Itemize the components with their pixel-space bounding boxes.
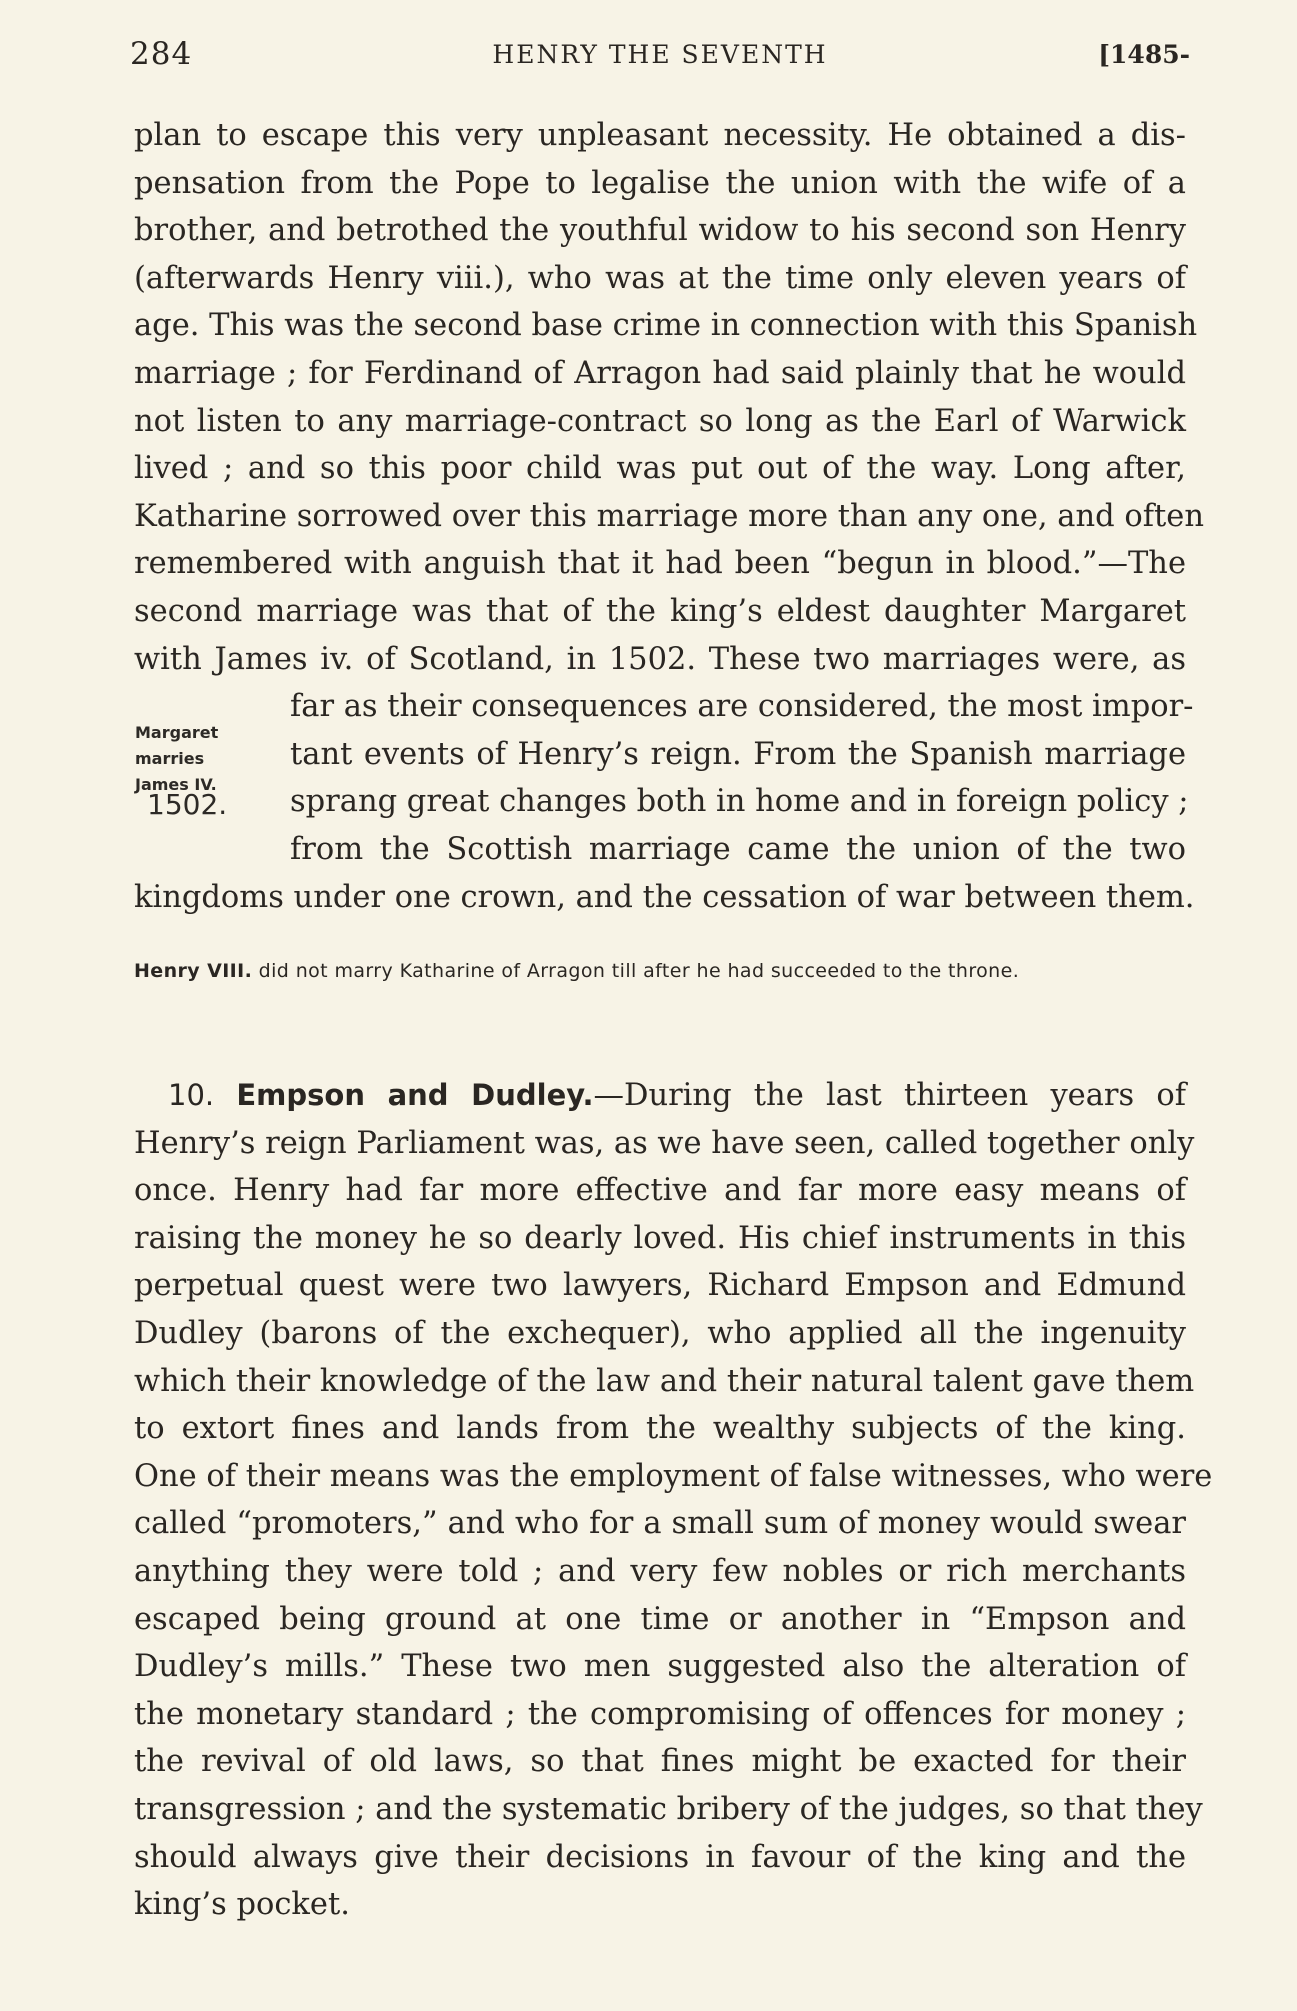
text-line: plan to escape this very unpleasant necessity. He obtained a dis- [134,118,1186,153]
page-number: 284 [130,36,193,72]
text-line: far as their consequences are considered, the most impor- [290,689,1194,725]
text-line: king’s pocket. [134,1887,350,1923]
footnote [134,955,1186,988]
text-line: remembered with anguish that it had been “begun in blood.”—The [134,546,1186,582]
margin-note-line: James IV. [135,775,217,794]
text-line: Henry’s reign Parliament was, as we have seen, called together only [134,1125,1195,1161]
text-line: escaped being ground at one time or another in “Empson and [134,1601,1186,1637]
margin-note [125,720,275,820]
text-line: from the Scottish marriage came the union of the two [290,831,1186,867]
text-line: age. This was the second base crime in connection with this Spanish [134,308,1198,344]
text-line: which their knowledge of the law and their natural talent gave them [134,1363,1195,1399]
text-line: lived ; and so this poor child was put out of the way. Long after, [134,451,1186,487]
text-line: marriage ; for Ferdinand of Arragon had said plainly that he would [134,355,1186,391]
text-line: sprang great changes both in home and in foreign policy ; [290,784,1189,820]
text-line: not listen to any marriage-contract so long as the Earl of Warwick [134,403,1186,439]
footnote-text: did not marry Katharine of Arragon till after he had succeeded to the throne. [252,960,1020,982]
text-line: Dudley (barons of the exchequer), who applied all the ingenuity [134,1315,1186,1351]
text-line: transgression ; and the systematic bribery of the judges, so that they [134,1791,1203,1827]
text-line: brother, and betrothed the youthful widow to his second son Henry [134,213,1186,249]
section-first-line: —During the last thirteen years of [593,1078,1187,1113]
paragraph-marriages [134,112,1204,921]
text-line: the revival of old laws, so that fines might be exacted for their [134,1744,1186,1780]
text-line: perpetual quest were two lawyers, Richard Empson and Edmund [134,1268,1186,1304]
section-empson-dudley [134,1072,1213,1929]
text-line: raising the money he so dearly loved. His chief instruments in this [134,1220,1186,1256]
running-header [130,36,1190,76]
text-line: Katharine sorrowed over this marriage more than any one, and often [134,498,1204,534]
date-marker: [1485- [1098,40,1190,69]
text-line [134,1072,1186,1120]
text-line: second marriage was that of the king’s eldest daughter Margaret [134,593,1186,629]
text-line: pensation from the Pope to legalise the union with the wife of a [134,165,1186,201]
text-line: the monetary standard ; the compromising of offences for money ; [134,1696,1186,1732]
section-heading: Empson and Dudley. [236,1078,594,1112]
text-line: anything they were told ; and very few nobles or rich merchants [134,1553,1186,1589]
text-line: kingdoms under one crown, and the cessation of war between them. [134,879,1195,915]
text-line: should always give their decisions in favour of the king and the [134,1839,1186,1875]
text-line: (afterwards Henry viii.), who was at the time only eleven years of [134,260,1186,296]
text-line: with James iv. of Scotland, in 1502. These two marriages were, as [134,641,1186,677]
text-line: called “promoters,” and who for a small sum of money would swear [134,1506,1186,1542]
text-line: tant events of Henry’s reign. From the Spanish marriage [290,736,1186,772]
text-line: Dudley’s mills.” These two men suggested also the alteration of [134,1649,1186,1685]
margin-note-year: 1502. [147,788,228,821]
section-number: 10. [168,1078,215,1112]
margin-note-line: Margaret [135,723,219,742]
footnote-label: Henry VIII. [134,960,253,982]
text-line: One of their means was the employment of false witnesses, who were [134,1458,1213,1494]
margin-note-line: marries [135,749,205,768]
running-title: HENRY THE SEVENTH [492,40,828,69]
text-line: once. Henry had far more effective and far more easy means of [134,1173,1186,1209]
text-line: to extort fines and lands from the wealthy subjects of the king. [134,1411,1186,1447]
